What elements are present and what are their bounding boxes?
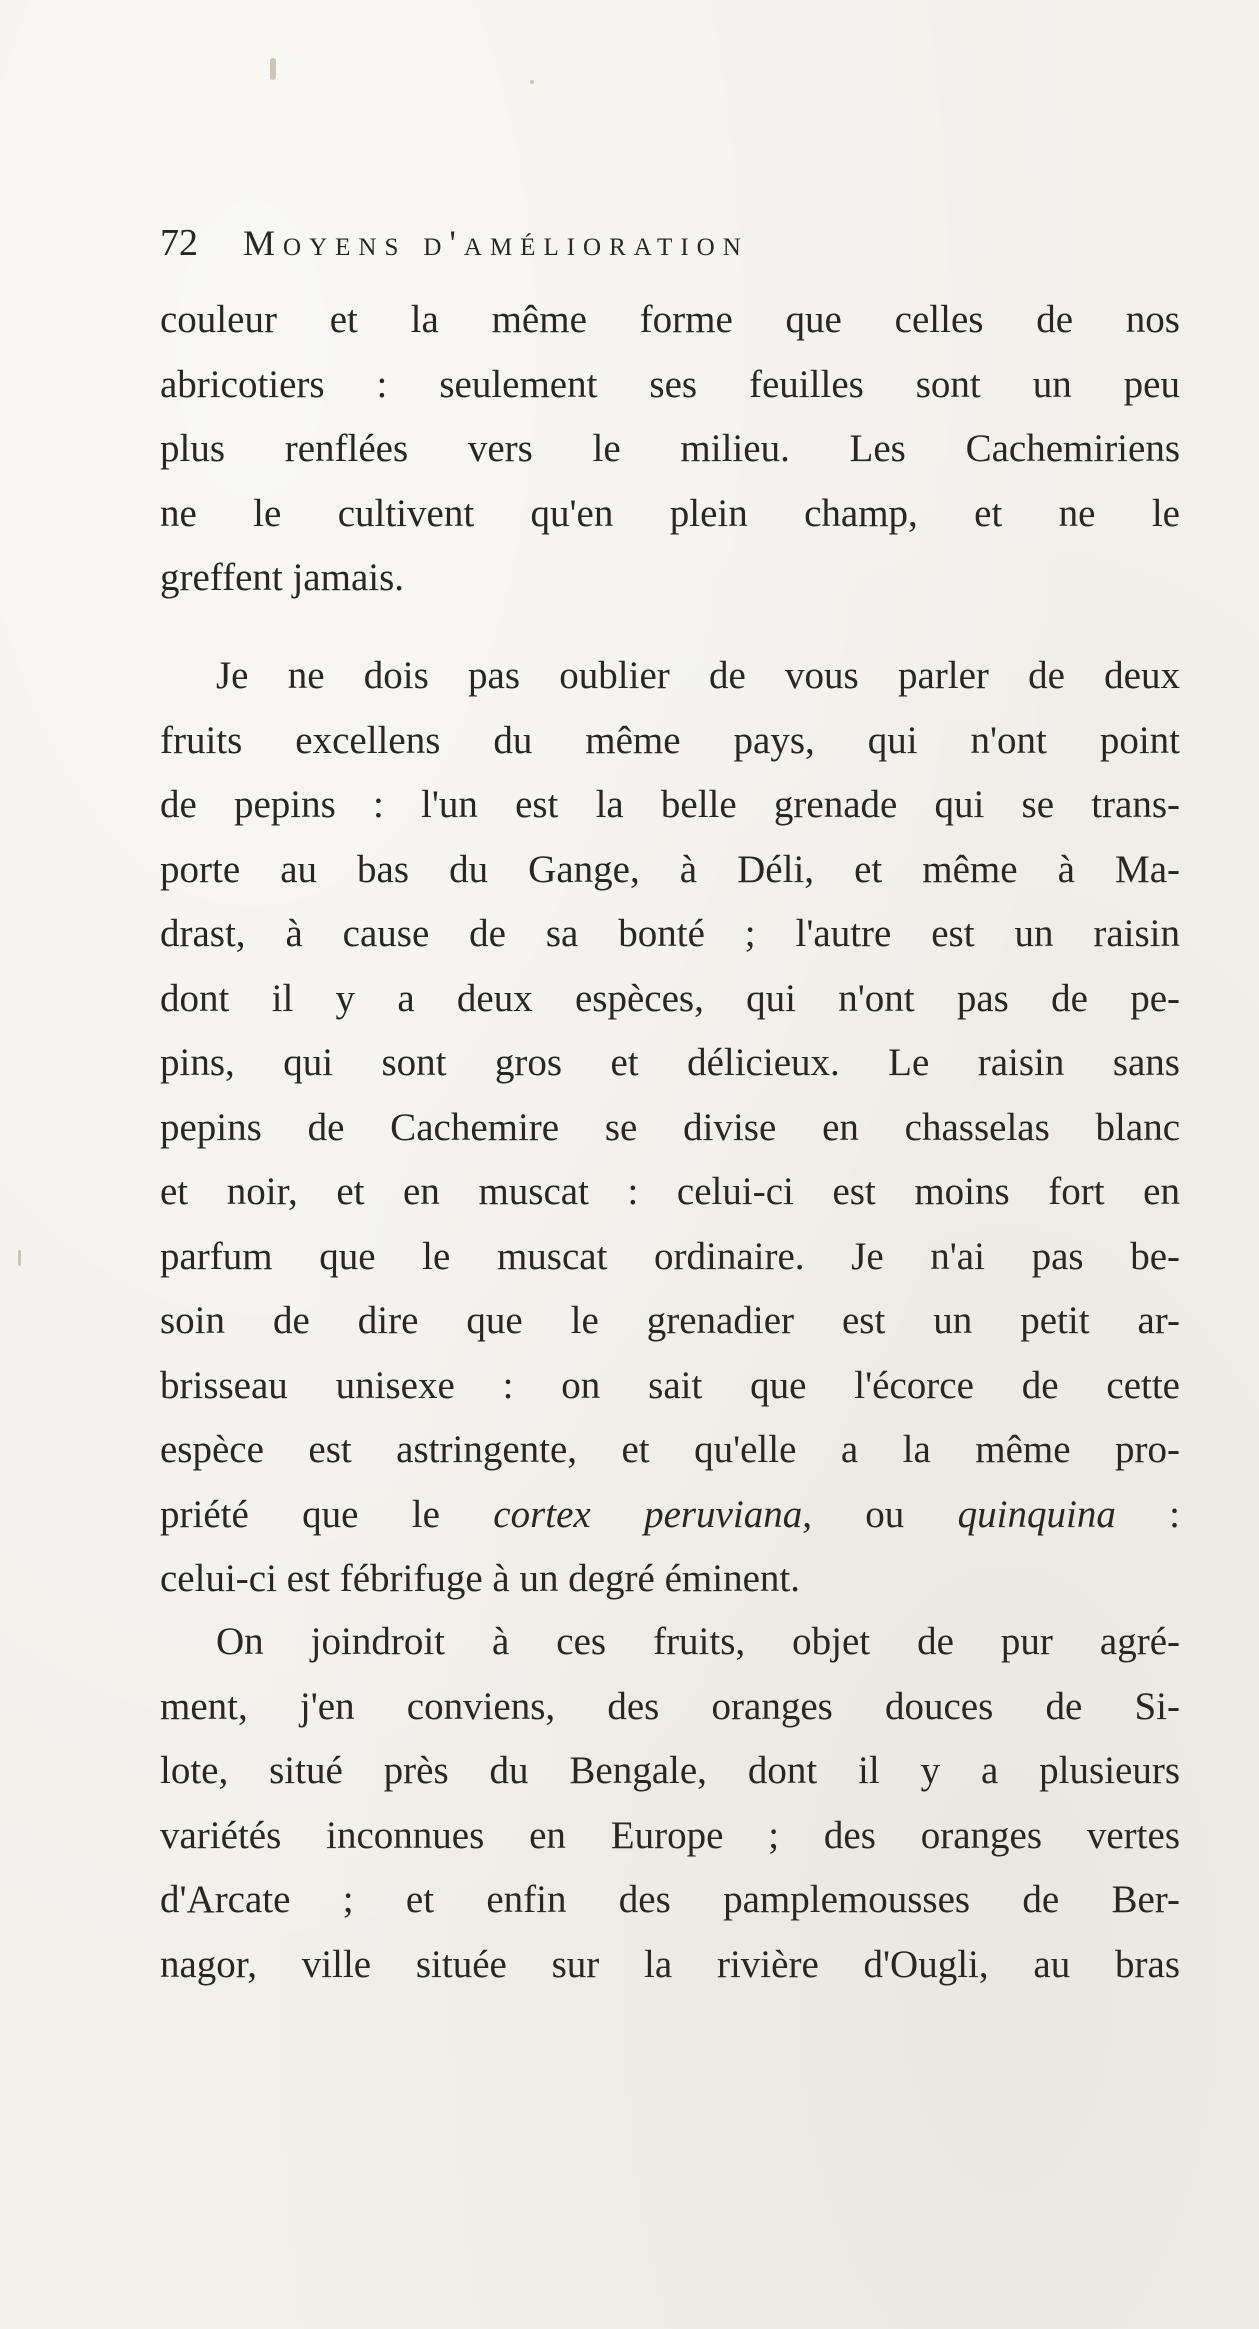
italic-term: quinquina (957, 1492, 1116, 1536)
text-line: espèce est astringente, et qu'elle a la même pro- (160, 1428, 1180, 1471)
text-line: Je ne dois pas oublier de vous parler de deux (216, 654, 1180, 697)
text-line: soin de dire que le grenadier est un petit ar- (160, 1299, 1180, 1342)
text-line: plus renflées vers le milieu. Les Cachemiriens (160, 427, 1180, 470)
text-line: abricotiers : seulement ses feuilles sont un peu (160, 362, 1180, 406)
text-line: ment, j'en conviens, des oranges douces de Si- (160, 1684, 1180, 1728)
text-span: : (1115, 1492, 1181, 1536)
text-line: pepins de Cachemire se divise en chasselas blanc (160, 1105, 1180, 1149)
text-span: , ou (802, 1492, 958, 1536)
running-title: Moyens d'amélioration (243, 223, 749, 263)
paragraph-3 (160, 1610, 1180, 1997)
text-line: porte au bas du Gange, à Déli, et même à Ma- (160, 847, 1180, 891)
italic-term: cortex peruviana (493, 1492, 803, 1536)
text-line: variétés inconnues en Europe ; des oranges vertes (160, 1813, 1180, 1857)
text-line: brisseau unisexe : on sait que l'écorce de cette (160, 1363, 1180, 1407)
text-line: pins, qui sont gros et délicieux. Le raisin sans (160, 1041, 1180, 1084)
text-line: dont il y a deux espèces, qui n'ont pas de pe- (160, 976, 1180, 1020)
text-line: lote, situé près du Bengale, dont il y a plusieurs (160, 1749, 1180, 1792)
running-head (160, 218, 1060, 268)
page-number: 72 (160, 222, 198, 264)
text-line: d'Arcate ; et enfin des pamplemousses de Ber- (160, 1878, 1180, 1921)
text-line: couleur et la même forme que celles de nos (160, 298, 1180, 341)
text-line: parfum que le muscat ordinaire. Je n'ai pas be- (160, 1234, 1180, 1278)
text-span: priété que le (160, 1492, 494, 1536)
text-line: On joindroit à ces fruits, objet de pur agré- (216, 1620, 1180, 1663)
ink-speck (18, 1250, 21, 1266)
text-line: drast, à cause de sa bonté ; l'autre est un raisin (160, 912, 1180, 955)
text-line-with-italics (160, 1483, 1180, 1548)
text-line: ne le cultivent qu'en plein champ, et ne le (160, 491, 1180, 535)
text-line: nagor, ville située sur la rivière d'Ougli, au bras (160, 1942, 1180, 1986)
paragraph-2 (160, 644, 1180, 1612)
text-line: et noir, et en muscat : celui-ci est moins fort en (160, 1170, 1180, 1213)
ink-speck (530, 80, 534, 84)
text-line: greffent jamais. (160, 556, 405, 599)
ink-speck (270, 58, 276, 80)
text-line: de pepins : l'un est la belle grenade qui se trans- (160, 783, 1180, 826)
text-line: celui-ci est fébrifuge à un degré éminent. (160, 1557, 800, 1600)
paragraph-1 (160, 288, 1180, 611)
text-line: fruits excellens du même pays, qui n'ont point (160, 718, 1180, 762)
